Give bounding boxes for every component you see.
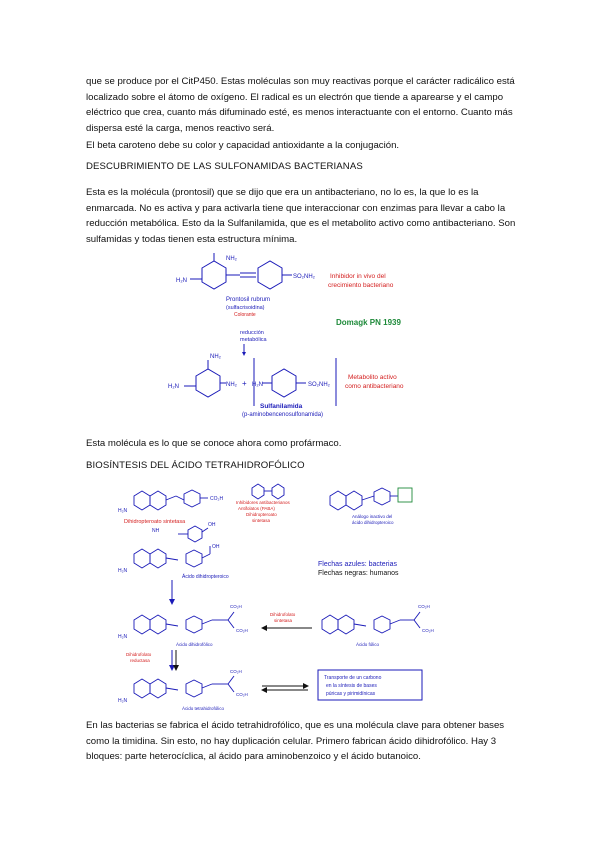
dhfr-label-2: reductasa (130, 658, 150, 663)
dhfr-label-1: Dihidrofolato (126, 652, 152, 657)
dihydropteroic-label: Ácido dihidropteroico (182, 574, 229, 580)
so2nh2-bottom: SO₂NH₂ (308, 382, 330, 388)
legend-black: Flechas negras: humanos (318, 570, 399, 577)
oh-row1: OH (208, 522, 216, 528)
so2-row1: CO₂H (210, 496, 224, 502)
transport-label-3: púricas y pirimidínicas (326, 691, 376, 697)
paragraph-prontosil: Esta es la molécula (prontosil) que se dijo que era un antibacteriano, no lo es, la que lo es la enmarcada. No es activa y para activarla tiene que interaccionar con enzimas para llevar a cabo la reducción metabólica. Esto da la Sulfanilamida, que es el metabolito activo como antibacteriano. Son sulfamidas y todas tienen esta estructura mínima. (86, 187, 516, 245)
paragraph-beta-carotene: El beta caroteno debe su color y capacidad antioxidante a la conjugación. (86, 140, 400, 151)
nh-row1: NH (152, 528, 160, 534)
inhibitors-label-4: sintetasa (252, 518, 271, 523)
paragraph-bacteria-thf: En las bacterias se fabrica el ácido tetrahidrofólico, que es una molécula clave para obtener bases como la timidina. Sin esto, no hay duplicación celular. Primero fabrican ácido dihidrofólico. Hay 3 bloques: parte heterocíclica, al ácido para aminobenzoico y el ácido butanoico. (86, 720, 505, 763)
reduction-arrow (242, 344, 246, 356)
thf-label: Ácido tetrahidrofólico (182, 706, 225, 711)
oh-row2: OH (212, 544, 220, 550)
dihydrofolic-label: Ácido dihidrofólico (176, 642, 213, 647)
inhibitor-label-1: Inhibidor in vivo del (330, 273, 386, 280)
prontosil-alt: (sulfacrisoidina) (226, 305, 265, 311)
inhibitors-label-2: Antifolatos (PABA) (238, 506, 275, 511)
transport-label-2: en la síntesis de bases (326, 683, 377, 689)
co2h-thf-a: CO₂H (230, 669, 242, 674)
nh2-bottom-top: NH₂ (210, 354, 221, 360)
inhibitor-label-2: crecimiento bacteriano (328, 282, 394, 289)
paragraph-radicals: que se produce por el CitP450. Estas moléculas son muy reactivas porque el carácter radicálico está localizado sobre el átomo de oxígeno. El radical es un electrón que tiende a aparearse y el campo eléctrico que crea, cuanto más difuminado esté, es menos interactuante con el entorno. Cuanto más dispersa esté la carga, menos reactivo será. (86, 76, 515, 134)
inhibitors-label-3: Dihidropteroato (246, 512, 277, 517)
co2h-folic-a: CO₂H (418, 604, 430, 609)
dhps-label-1: Dihidropteroato sintetasa (124, 519, 186, 525)
plus-sign: + (242, 379, 247, 388)
co2h-row3-a: CO₂H (230, 604, 242, 609)
metabolite-label-2: como antibacteriano (345, 383, 404, 390)
co2h-row3-b: CO₂H (236, 628, 248, 633)
inhibitors-label-1: Inhibidores antibacterianos (236, 500, 290, 505)
prontosil-name: Prontosil rubrum (226, 297, 271, 303)
analog-label-2: ácido dihidropteroico (352, 520, 394, 525)
co2h-thf-b: CO₂H (236, 692, 248, 697)
h2n-row3: H₂N (118, 634, 128, 640)
h2n-sulfa: H₂N (252, 382, 263, 388)
co2h-folic-b: CO₂H (422, 628, 434, 633)
thf-biosynthesis-figure (112, 474, 472, 714)
nh2-bottom: NH₂ (226, 382, 237, 388)
h2n-left: H₂N (176, 278, 187, 284)
folic-label: Ácido fólico (356, 642, 380, 647)
heading-thf-biosynthesis: BIOSÍNTESIS DEL ÁCIDO TETRAHIDROFÓLICO (86, 460, 305, 471)
dhfs-label-2: sintetasa (274, 618, 293, 623)
sulfanilamide-alt: (p-aminobencenosulfonamida) (242, 412, 324, 418)
paragraph-prodrug: Esta molécula es lo que se conoce ahora como profármaco. (86, 438, 342, 449)
h2n-bottom: H₂N (168, 384, 179, 390)
prontosil-note: Colorante (234, 312, 256, 318)
sulfanilamide-name: Sulfanilamida (260, 403, 303, 410)
h2n-thf: H₂N (118, 698, 128, 704)
legend-blue: Flechas azules: bacterias (318, 561, 397, 568)
h2n-row2: H₂N (118, 568, 128, 574)
metabolite-label-1: Metabolito activo (348, 374, 397, 381)
heading-sulfonamides: DESCUBRIMIENTO DE LAS SULFONAMIDAS BACTERIANAS (86, 161, 363, 172)
transport-label-1: Transporte de un carbono (324, 675, 382, 681)
h2n-row1: H₂N (118, 508, 128, 514)
analog-label-1: Análogo inactivo del (352, 514, 393, 519)
reduction-label-2: metabólica (240, 337, 267, 343)
so2nh2-top: SO₂NH₂ (293, 274, 315, 280)
dhfs-label-1: Dihidrofolato (270, 612, 296, 617)
domagk-label: Domagk PN 1939 (336, 318, 401, 327)
prontosil-figure (160, 246, 450, 426)
nh2-top: NH₂ (226, 256, 237, 262)
reduction-label-1: reducción (240, 330, 264, 336)
